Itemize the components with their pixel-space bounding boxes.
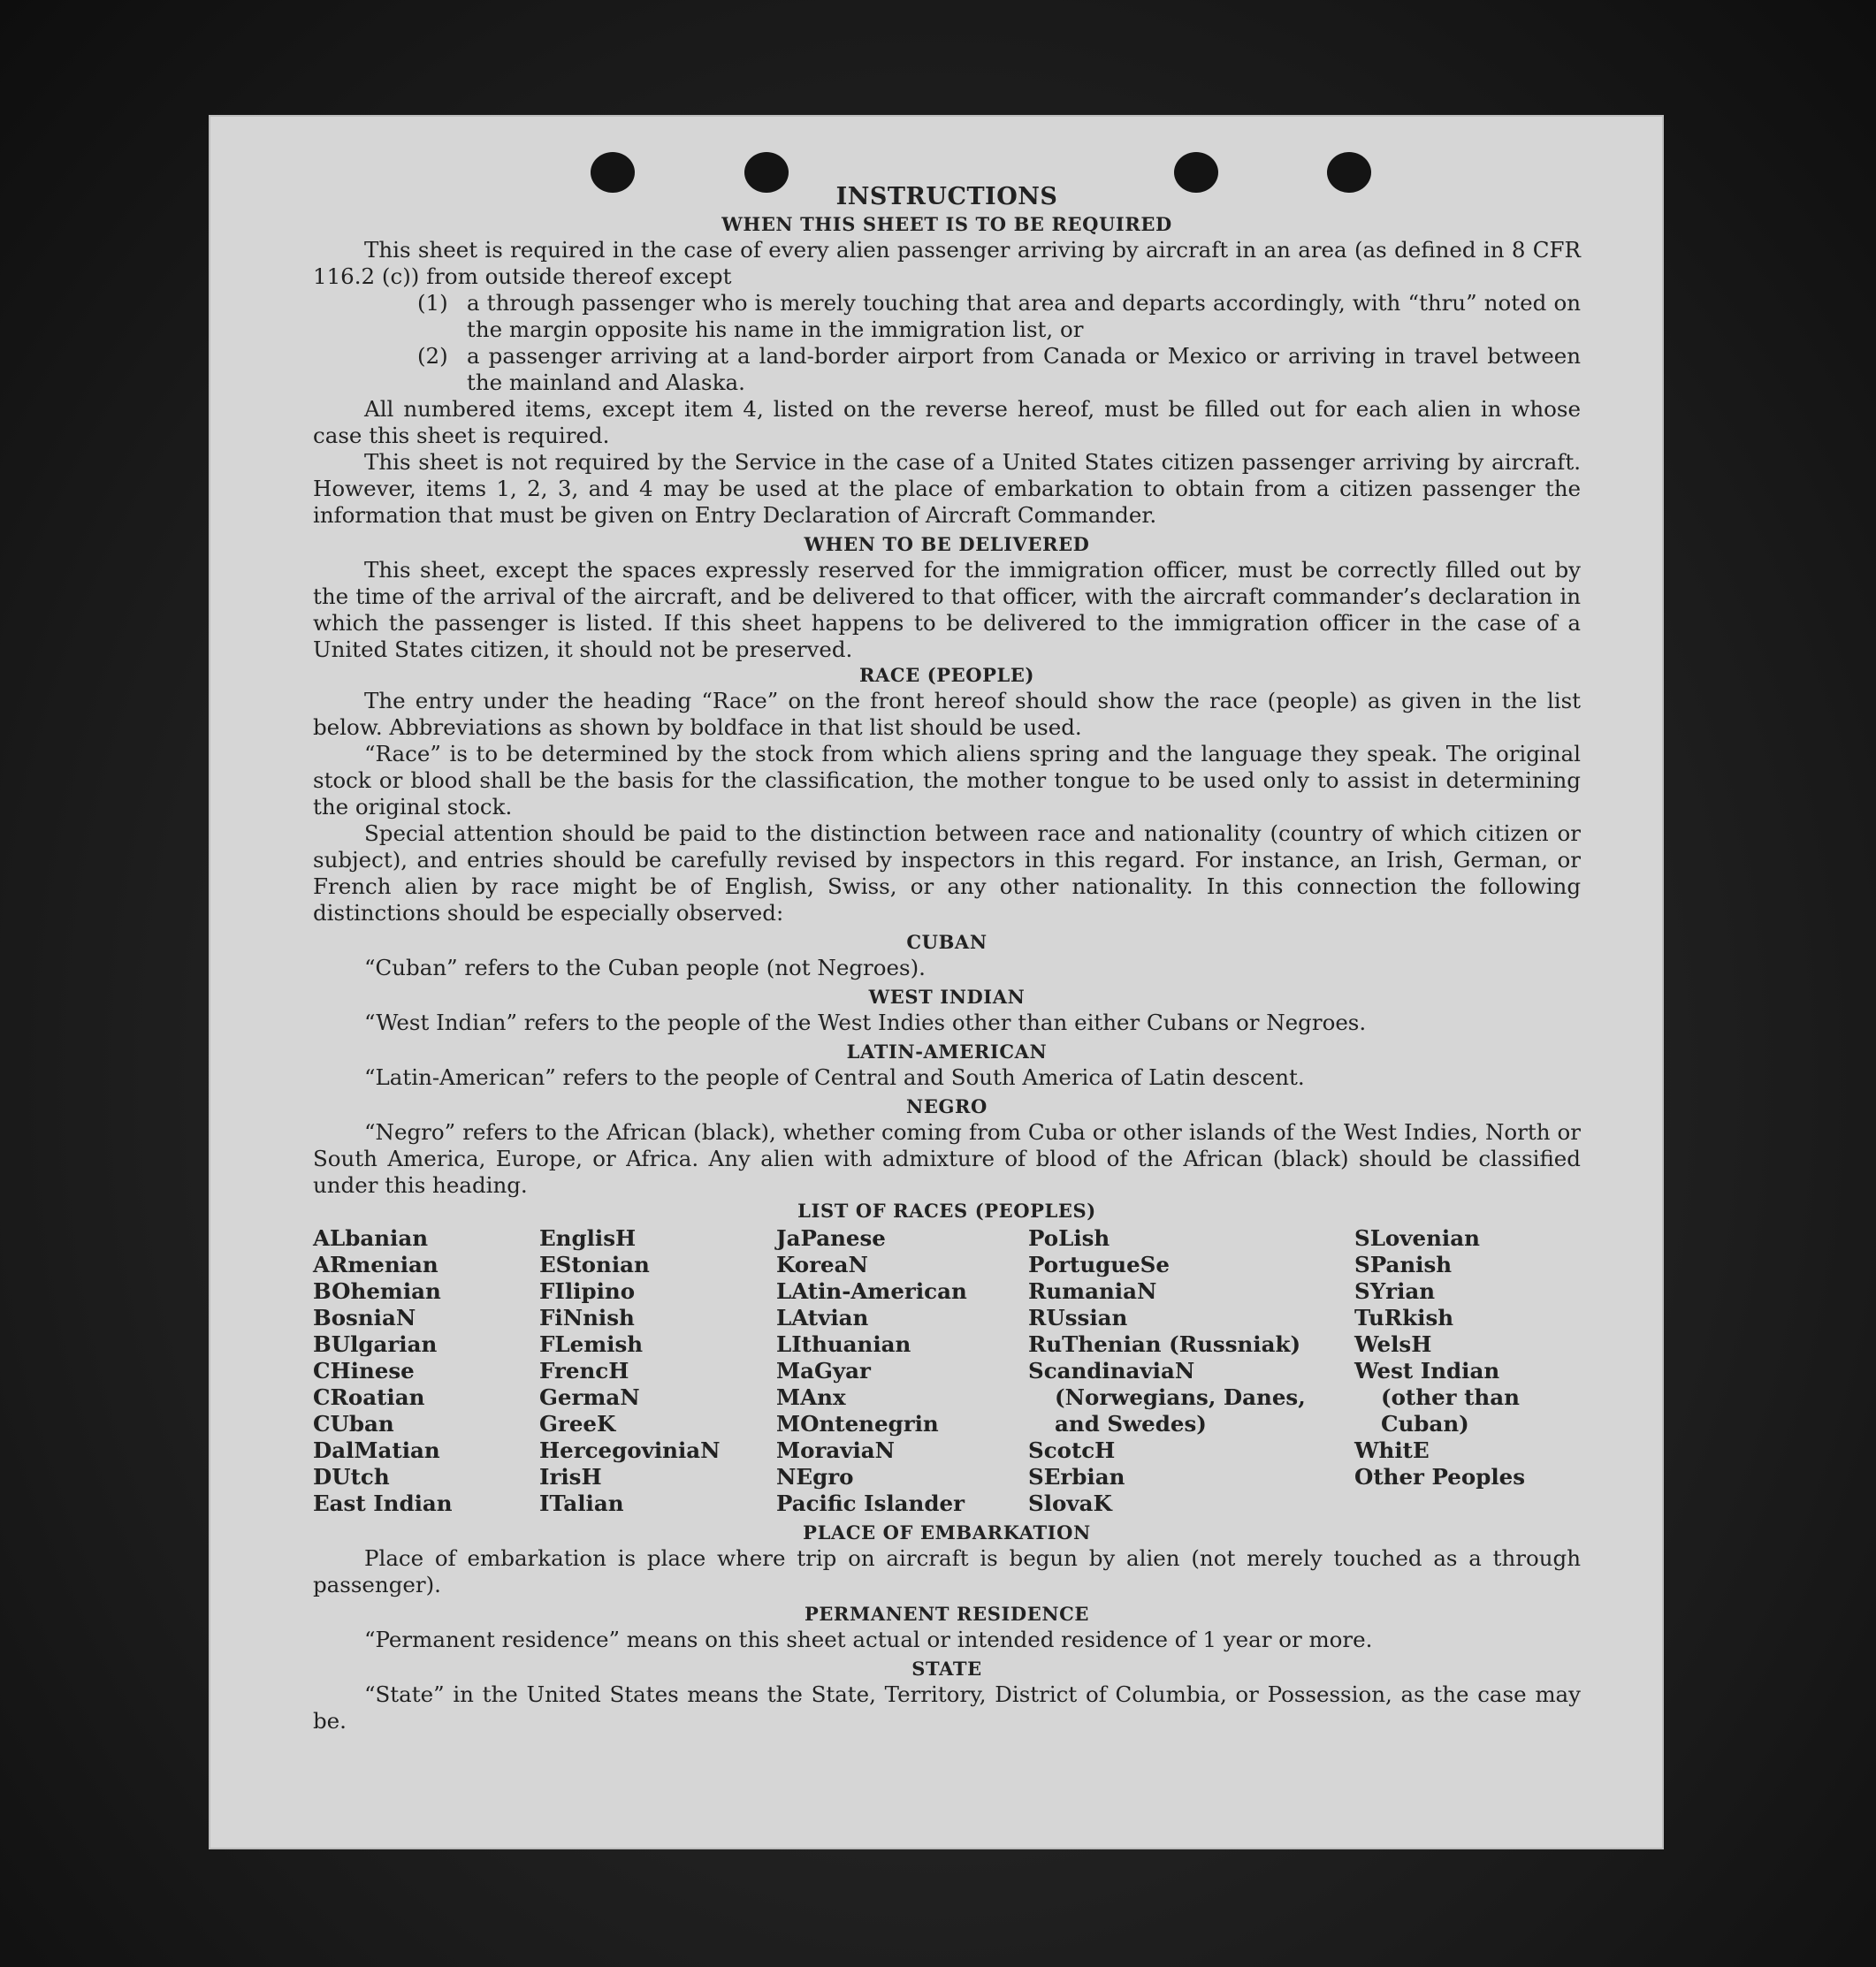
race-entry: LAtin-American (776, 1278, 967, 1304)
race-entry: WelsH (1354, 1331, 1432, 1357)
section-heading-when-required: WHEN THIS SHEET IS TO BE REQUIRED (721, 213, 1172, 235)
race-entry: HercegoviniaN (539, 1437, 721, 1463)
race-entry: PoLish (1028, 1225, 1110, 1251)
exception-text: a passenger arriving at a land-border airport from Canada or Mexico or arriving in travel between the mainland and Alaska. (467, 343, 1581, 395)
race-entry: FIlipino (539, 1278, 636, 1304)
race-entry: RumaniaN (1028, 1278, 1157, 1304)
instructions-content (313, 182, 1581, 1734)
race-entry: BUlgarian (313, 1331, 438, 1357)
race-entry: MAnx (776, 1384, 846, 1410)
race-entry: RUssian (1028, 1305, 1128, 1330)
west-indian-text: “West Indian” refers to the people of the West Indies other than either Cubans or Negroes. (364, 1010, 1367, 1035)
races-column (1354, 1225, 1581, 1517)
section-heading-when-delivered: WHEN TO BE DELIVERED (804, 533, 1090, 555)
race-entry: Other Peoples (1354, 1464, 1526, 1490)
race-entry: TuRkish (1354, 1305, 1454, 1330)
section-heading-state: STATE (911, 1658, 982, 1680)
cuban-text: “Cuban” refers to the Cuban people (not Negroes). (364, 955, 926, 980)
race-entry: DalMatian (313, 1437, 440, 1463)
race-entry: SPanish (1354, 1252, 1453, 1277)
race-entry: FrencH (539, 1358, 629, 1384)
exception-item (417, 290, 1581, 343)
state-text: “State” in the United States means the State, Territory, District of Columbia, or Possession, as the case may be. (313, 1681, 1581, 1734)
race-entry: BOhemian (313, 1278, 441, 1304)
race-entry: DUtch (313, 1464, 390, 1490)
section-heading-west-indian: WEST INDIAN (868, 986, 1026, 1008)
race-entry: SYrian (1354, 1278, 1436, 1304)
embarkation-text: Place of embarkation is place where trip on aircraft is begun by alien (not merely touched as a through passenger). (313, 1545, 1581, 1597)
page-title: INSTRUCTIONS (835, 183, 1058, 210)
race-entry: EnglisH (539, 1225, 637, 1251)
race-entry: EStonian (539, 1252, 650, 1277)
races-column (1028, 1225, 1354, 1517)
race-entry: RuThenian (Russniak) (1028, 1331, 1301, 1357)
race-entry: ARmenian (313, 1252, 438, 1277)
race-entry: MOntenegrin (776, 1411, 939, 1437)
race-entry: MaGyar (776, 1358, 871, 1384)
race-entry: ScandinaviaN (Norwegians, Danes, and Swedes) (1028, 1358, 1306, 1437)
race-entry: ScotcH (1028, 1437, 1116, 1463)
race-entry: FiNnish (539, 1305, 635, 1330)
races-list (313, 1225, 1581, 1517)
exception-text: a through passenger who is merely touching that area and departs accordingly, with “thru” noted on the margin opposite his name in the immigration list, or (467, 290, 1581, 342)
exception-item (417, 343, 1581, 396)
race-entry: IrisH (539, 1464, 602, 1490)
race-paragraph-2: “Race” is to be determined by the stock from which aliens spring and the language they speak. The original stock or blood shall be the basis for the classification, the mother tongue to be used only to assist in determining the original stock. (313, 741, 1581, 820)
section-heading-latin-american: LATIN-AMERICAN (846, 1041, 1048, 1063)
race-paragraph-1: The entry under the heading “Race” on the front hereof should show the race (people) as given in the list below. Abbreviations as shown by boldface in that list should be used. (313, 688, 1581, 740)
races-column (313, 1225, 539, 1517)
exception-number: (2) (417, 343, 448, 369)
race-entry: Pacific Islander (776, 1490, 965, 1516)
race-entry: CHinese (313, 1358, 415, 1384)
section-heading-races-list: LIST OF RACES (PEOPLES) (797, 1200, 1096, 1222)
race-entry: West Indian (other than Cuban) (1354, 1358, 1520, 1437)
when-delivered-text: This sheet, except the spaces expressly reserved for the immigration officer, must be correctly filled out by the time of the arrival of the aircraft, and be delivered to that officer, with the aircraft commander’s declaration in which the passenger is listed. If this sheet happens to be delivered to the immigration officer in the case of a United States citizen, it should not be preserved. (313, 557, 1581, 662)
section-heading-residence: PERMANENT RESIDENCE (804, 1603, 1090, 1625)
race-entry: WhitE (1354, 1437, 1430, 1463)
race-entry: GreeK (539, 1411, 616, 1437)
negro-text: “Negro” refers to the African (black), whether coming from Cuba or other islands of the West Indies, North or South America, Europe, or Africa. Any alien with admixture of blood of the African (black) should be classified under this heading. (313, 1119, 1581, 1198)
race-entry: ITalian (539, 1490, 624, 1516)
section-heading-cuban: CUBAN (906, 931, 988, 953)
section-heading-race: RACE (PEOPLE) (858, 664, 1035, 686)
race-entry: NEgro (776, 1464, 854, 1490)
race-entry: ALbanian (313, 1225, 429, 1251)
when-required-numbered-items: All numbered items, except item 4, listed on the reverse hereof, must be filled out for each alien in whose case this sheet is required. (313, 396, 1581, 448)
race-entry: SLovenian (1354, 1225, 1480, 1251)
section-heading-negro: NEGRO (906, 1095, 988, 1117)
race-entry: SErbian (1028, 1464, 1125, 1490)
section-heading-embarkation: PLACE OF EMBARKATION (803, 1521, 1091, 1544)
race-entry: MoraviaN (776, 1437, 896, 1463)
race-entry: JaPanese (776, 1225, 886, 1251)
race-entry: KoreaN (776, 1252, 868, 1277)
when-required-citizen-note: This sheet is not required by the Service in the case of a United States citizen passenger arriving by aircraft. However, items 1, 2, 3, and 4 may be used at the place of embarkation to obtain from a citizen passenger the information that must be given on Entry Declaration of Aircraft Commander. (313, 449, 1581, 528)
exception-number: (1) (417, 290, 448, 316)
race-paragraph-3: Special attention should be paid to the distinction between race and nationality (country of which citizen or subject), and entries should be carefully revised by inspectors in this regard. For instance, an Irish, German, or French alien by race might be of English, Swiss, or any other nationality. In this connection the following distinctions should be especially observed: (313, 820, 1581, 926)
race-entry: SlovaK (1028, 1490, 1112, 1516)
race-entry: CRoatian (313, 1384, 425, 1410)
race-entry: East Indian (313, 1490, 453, 1516)
race-entry: PortugueSe (1028, 1252, 1170, 1277)
race-entry: FLemish (539, 1331, 644, 1357)
race-entry: GermaN (539, 1384, 640, 1410)
document-sheet (209, 115, 1664, 1849)
race-entry: LIthuanian (776, 1331, 911, 1357)
race-entry: LAtvian (776, 1305, 869, 1330)
when-required-intro: This sheet is required in the case of every alien passenger arriving by aircraft in an area (as defined in 8 CFR 116.2 (c)) from outside thereof except (313, 237, 1581, 289)
race-entry: CUban (313, 1411, 394, 1437)
race-entry: BosniaN (313, 1305, 416, 1330)
races-column (776, 1225, 1028, 1517)
latin-american-text: “Latin-American” refers to the people of Central and South America of Latin descent. (364, 1064, 1305, 1090)
races-column (539, 1225, 776, 1517)
residence-text: “Permanent residence” means on this sheet actual or intended residence of 1 year or more. (364, 1627, 1373, 1652)
